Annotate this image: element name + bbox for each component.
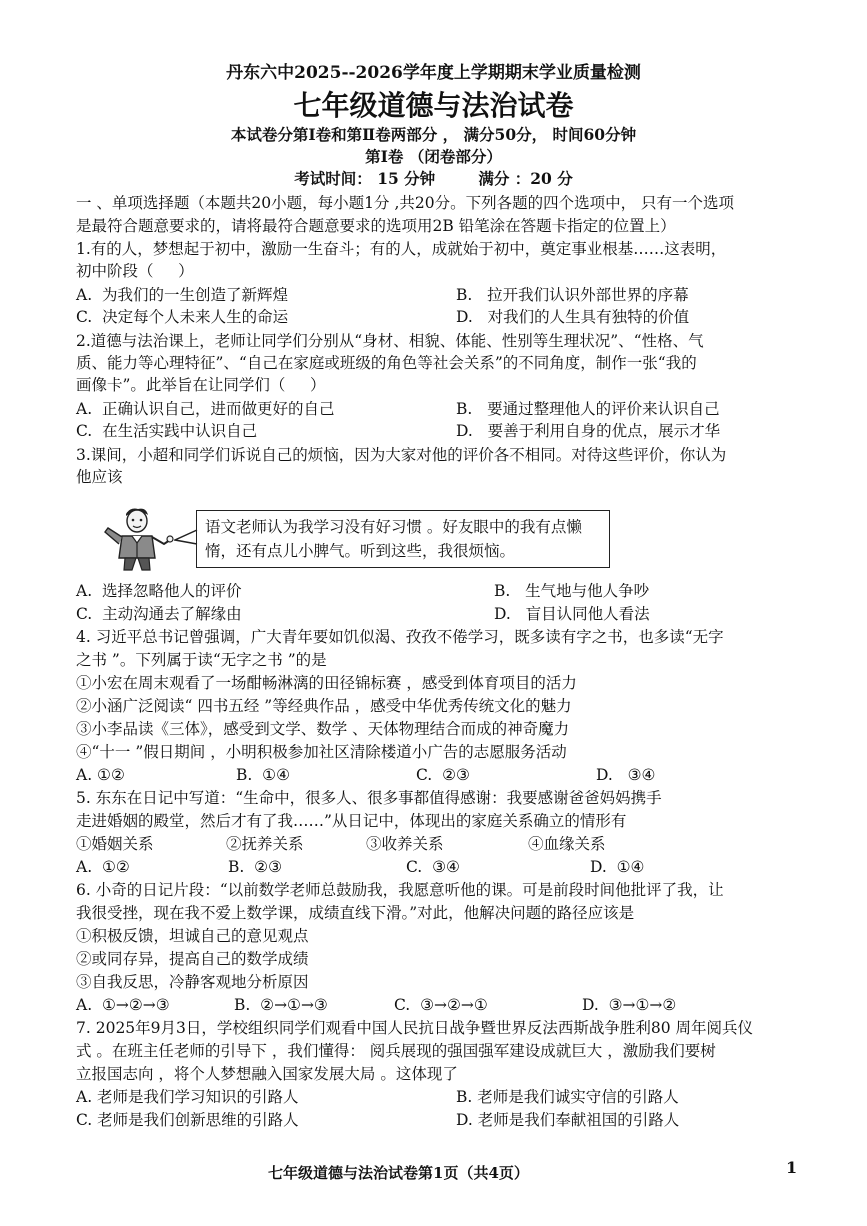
school-title: 丹东六中2025--2026学年度上学期期末学业质量检测 — [226, 63, 641, 83]
q4-stem-1: 4. 习近平总书记曾强调，广大青年要如饥似渴、孜孜不倦学习，既多读有字之书，也多读“无字 — [76, 628, 724, 646]
q5-statement-2: ②抚养关系 — [226, 835, 304, 853]
q1-option-d: D. 对我们的人生具有独特的价值 — [456, 308, 690, 326]
q4-statement-3: ③小李品读《三体》，感受到文学、数学 、天体物理结合而成的神奇魔力 — [76, 720, 570, 738]
q6-option-b: B. ②→①→③ — [234, 996, 328, 1014]
q4-statement-1: ①小宏在周末观看了一场酣畅淋漓的田径锦标赛 ，感受到体育项目的活力 — [76, 674, 577, 692]
q5-option-d: D. ①④ — [590, 858, 645, 876]
q6-option-a: A. ①→②→③ — [76, 996, 170, 1014]
q4-option-b: B. ①④ — [236, 766, 290, 784]
q5-option-c: C. ③④ — [406, 858, 460, 876]
volume-label: 第Ⅰ卷 （闭卷部分） — [365, 147, 502, 166]
time-info: 考试时间： 15 分钟 满分 ：20 分 — [294, 169, 573, 188]
q1-stem-2: 初中阶段（ ） — [76, 262, 194, 280]
q6-statement-1: ①积极反馈，坦诚自己的意见观点 — [76, 927, 309, 945]
q6-option-c: C. ③→②→① — [394, 996, 488, 1014]
q3-option-b: B. 生气地与他人争吵 — [494, 582, 650, 600]
q5-option-b: B. ②③ — [228, 858, 282, 876]
q4-statement-4: ④“十一 ”假日期间 ，小明积极参加社区清除楼道小广告的志愿服务活动 — [76, 743, 567, 761]
q1-option-b: B. 拉开我们认识外部世界的序幕 — [456, 286, 689, 304]
q6-stem-1: 6. 小奇的日记片段：“以前数学老师总鼓励我，我愿意听他的课。可是前段时间他批评了我，让 — [76, 881, 724, 899]
q4-option-d: D. ③④ — [596, 766, 656, 784]
q2-option-a: A. 正确认识自己，进而做更好的自己 — [76, 400, 335, 418]
q5-option-a: A. ①② — [76, 858, 130, 876]
q3-stem-1: 3.课间，小超和同学们诉说自己的烦恼，因为大家对他的评价各不相同。对待这些评价，你认为 — [76, 446, 727, 464]
q5-stem-2: 走进婚姻的殿堂，然后才有了我……”从日记中，体现出的家庭关系确立的情形有 — [76, 812, 627, 830]
q7-stem-1: 7. 2025年9月3日，学校组织同学们观看中国人民抗日战争暨世界反法西斯战争胜利80 周年阅兵仪 — [76, 1019, 754, 1037]
speech-bubble-pointer-icon — [174, 528, 198, 548]
speech-bubble: 语文老师认为我学习没有好习惯 。好友眼中的我有点懒惰，还有点儿小脾气。听到这些，我很烦恼。 — [196, 510, 610, 568]
q5-statement-4: ④血缘关系 — [528, 835, 606, 853]
q5-statement-3: ③收养关系 — [366, 835, 444, 853]
q6-stem-2: 我很受挫，现在我不爱上数学课，成绩直线下滑。”对此，他解决问题的路径应该是 — [76, 904, 635, 922]
q3-stem-2: 他应该 — [76, 468, 123, 486]
q7-stem-2: 式 。在班主任老师的引导下 ，我们懂得： 阅兵展现的强国强军建设成就巨大 ，激励我们要树 — [76, 1042, 716, 1060]
q2-stem-3: 画像卡”。此举旨在让同学们（ ） — [76, 376, 326, 394]
q5-stem-1: 5. 东东在日记中写道：“生命中，很多人、很多事都值得感谢：我要感谢爸爸妈妈携手 — [76, 789, 662, 807]
q2-stem-2: 质、能力等心理特征”、“自己在家庭或班级的角色等社会关系”的不同角度，制作一张“我的 — [76, 354, 697, 372]
q6-option-d: D. ③→①→② — [582, 996, 677, 1014]
q4-option-a: A. ①② — [76, 766, 125, 784]
q4-stem-2: 之书 ”。下列属于读“无字之书 ”的是 — [76, 651, 327, 669]
q2-option-c: C. 在生活实践中认识自己 — [76, 422, 258, 440]
q6-statement-3: ③自我反思，冷静客观地分析原因 — [76, 973, 309, 991]
section-instructions-1: 一 、单项选择题（本题共20小题，每小题1分 ,共20分。下列各题的四个选项中， 只有一个选项 — [76, 194, 735, 212]
q1-option-a: A. 为我们的一生创造了新辉煌 — [76, 286, 288, 304]
q7-option-a: A. 老师是我们学习知识的引路人 — [76, 1088, 299, 1106]
page-footer: 七年级道德与法治试卷第1页（共4页） — [268, 1164, 529, 1182]
q7-stem-3: 立报国志向 ，将个人梦想融入国家发展大局 。这体现了 — [76, 1065, 458, 1083]
q2-stem-1: 2.道德与法治课上，老师让同学们分别从“身材、相貌、体能、性别等生理状况”、“性格、气 — [76, 332, 704, 350]
q4-option-c: C. ②③ — [416, 766, 470, 784]
q1-stem-1: 1.有的人，梦想起于初中，激励一生奋斗；有的人，成就始于初中，奠定事业根基……这表明， — [76, 240, 727, 258]
q7-option-c: C. 老师是我们创新思维的引路人 — [76, 1111, 299, 1129]
q4-statement-2: ②小涵广泛阅读“ 四书五经 ”等经典作品 ，感受中华优秀传统文化的魅力 — [76, 697, 572, 715]
q2-option-b: B. 要通过整理他人的评价来认识自己 — [456, 400, 720, 418]
q6-statement-2: ②或同存异，提高自己的数学成绩 — [76, 950, 309, 968]
section-instructions-2: 是最符合题意要求的，请将最符合题意要求的选项用2B 铅笔涂在答题卡指定的位置上） — [76, 217, 676, 235]
q3-option-d: D. 盲目认同他人看法 — [494, 605, 650, 623]
q3-option-a: A. 选择忽略他人的评价 — [76, 582, 242, 600]
exam-title: 七年级道德与法治试卷 — [293, 89, 574, 122]
student-cartoon-icon — [100, 506, 174, 572]
q2-option-d: D. 要善于利用自身的优点，展示才华 — [456, 422, 721, 440]
q7-option-b: B. 老师是我们诚实守信的引路人 — [456, 1088, 679, 1106]
q3-option-c: C. 主动沟通去了解缘由 — [76, 605, 242, 623]
q1-option-c: C. 决定每个人未来人生的命运 — [76, 308, 289, 326]
q5-statement-1: ①婚姻关系 — [76, 835, 154, 853]
q7-option-d: D. 老师是我们奉献祖国的引路人 — [456, 1111, 680, 1129]
exam-description: 本试卷分第Ⅰ卷和第Ⅱ卷两部分 ， 满分50分， 时间60分钟 — [230, 125, 637, 144]
page-number: 1 — [786, 1158, 798, 1177]
